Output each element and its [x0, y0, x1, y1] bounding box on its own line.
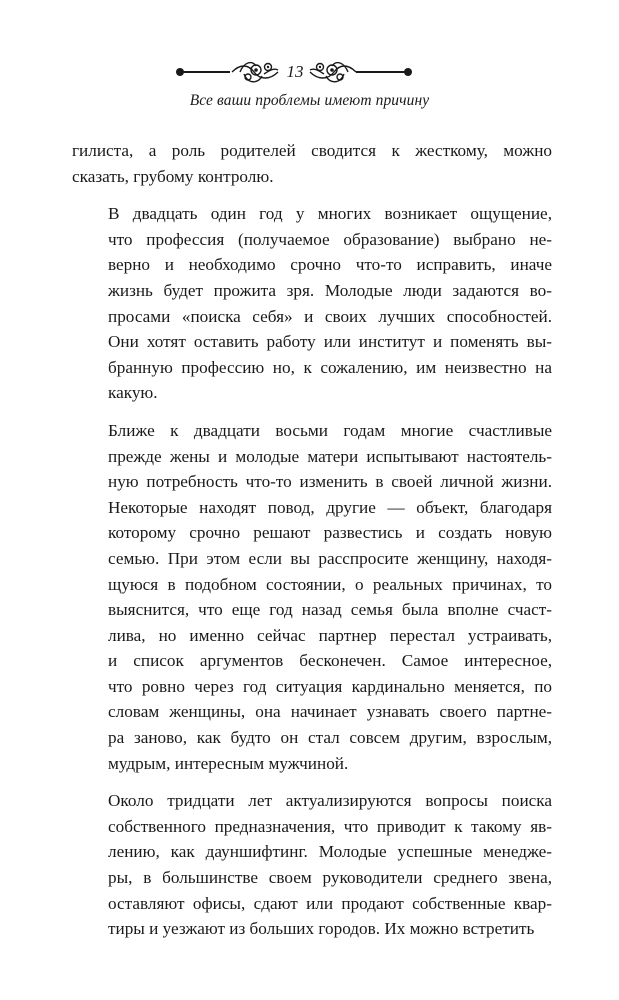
text-line: и список аргументов бесконечен. Самое интересное, [108, 651, 552, 671]
text-line: собственного предназначения, что приводит к такому яв- [108, 816, 552, 836]
text-line: выяснится, что еще год назад семья была вполне счаст- [108, 600, 552, 620]
text-line: верно и необходимо срочно что-то исправить, иначе [108, 255, 552, 275]
floral-ornament-right-icon [308, 58, 358, 86]
text-line: жизнь будет прожита зря. Молодые люди задаются во- [108, 280, 552, 300]
running-head: Все ваши проблемы имеют причину [189, 92, 430, 109]
text-line: бранную профессию но, к сожалению, им неизвестно на [108, 357, 552, 377]
body-text [72, 138, 552, 942]
text-line: мудрым, интересным мужчиной. [108, 753, 349, 773]
paragraph [72, 138, 552, 189]
page-header [0, 56, 619, 110]
text-line: ную потребность что-то изменить в своей личной жизни. [108, 472, 552, 492]
text-line: какую. [108, 383, 158, 403]
text-line: Около тридцати лет актуализируются вопросы поиска [108, 791, 552, 811]
paragraph [72, 418, 552, 776]
text-line: гилиста, а роль родителей сводится к жесткому, можно [72, 141, 552, 160]
ornament-line-right [356, 71, 408, 73]
paragraph [72, 788, 552, 942]
text-line: оставляют офисы, сдают или продают собственные квар- [108, 893, 552, 913]
floral-ornament-left-icon [230, 58, 280, 86]
text-line: В двадцать один год у многих возникает ощущение, [108, 204, 552, 224]
text-line: что профессия (получаемое образование) выбрано не- [108, 229, 552, 249]
text-line: которому срочно решают развестись и создать новую [108, 523, 552, 543]
text-line: щуюся в подобном состоянии, о реальных причинах, то [108, 574, 552, 594]
text-line: словам женщины, она начинает узнавать своего партне- [108, 702, 552, 722]
paragraph [72, 201, 552, 406]
page-number: 13 [286, 62, 304, 81]
text-line: что ровно через год ситуация кардинально меняется, по [108, 676, 552, 696]
text-line: лению, как дауншифтинг. Молодые успешные менедже- [108, 842, 552, 862]
text-line: семью. При этом если вы расспросите женщину, находя- [108, 548, 552, 568]
text-line: Ближе к двадцати восьми годам многие счастливые [108, 420, 552, 440]
ornament-line-left [180, 71, 230, 73]
text-line: просами «поиска себя» и своих лучших способностей. [108, 306, 552, 326]
text-line: ры, в большинстве своем руководители среднего звена, [108, 868, 552, 888]
text-line: сказать, грубому контролю. [72, 166, 274, 186]
text-line: ра заново, как будто он стал совсем другим, взрослым, [108, 728, 552, 748]
header-ornament [0, 56, 619, 88]
text-line: лива, но именно сейчас партнер перестал устраивать, [108, 625, 552, 645]
text-line: Они хотят оставить работу или институт и поменять вы- [108, 332, 552, 352]
text-line: тиры и уезжают из больших городов. Их можно встретить [108, 919, 535, 939]
ornament-dot-right [404, 68, 412, 76]
text-line: прежде жены и молодые матери испытывают настоятель- [108, 446, 552, 466]
text-line: Некоторые находят повод, другие — объект, благодаря [108, 497, 552, 517]
